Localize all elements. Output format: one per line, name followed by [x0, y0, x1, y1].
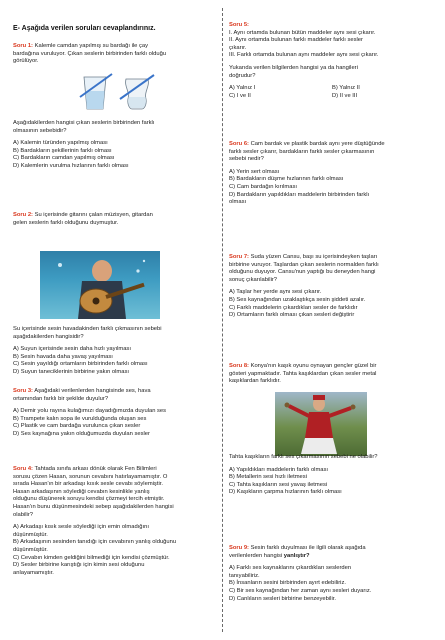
- question-9: [229, 545, 435, 603]
- question-2-ask-2: aşağıdakilerden hangisidir?: [13, 333, 84, 340]
- question-1-label: Soru 1:: [13, 43, 33, 49]
- question-6: [229, 141, 435, 207]
- q6-option-c[interactable]: C) Cam bardağın kırılması: [229, 183, 297, 190]
- question-8: [229, 363, 435, 386]
- question-7-text-4: sonuç çıkarılabilir?: [229, 276, 278, 283]
- question-8-text-3: kaşıklardan farklıdır.: [229, 378, 281, 385]
- spoon-dance-photo: [275, 392, 367, 456]
- q4-option-d-cont: anlayamamıştır.: [13, 569, 54, 576]
- q5-option-c[interactable]: C) I ve II: [229, 92, 251, 99]
- question-6-text-3: sebebi nedir?: [229, 156, 264, 163]
- question-1-ask-2: olmasının sebebidir?: [13, 127, 67, 134]
- q8-option-a[interactable]: A) Yapıldıkları maddelerin farklı olması: [229, 466, 329, 473]
- q1-option-d[interactable]: D) Kalemlerin vurulma hızlarının farklı olması: [13, 162, 129, 169]
- question-6-text-2: farklı sesler çıkarır, bardakların farklı sesler çıkarmasının: [229, 148, 375, 155]
- question-5-statement-3: III. Farklı ortamda bulunan aynı maddeler aynı sesi çıkarır.: [229, 52, 379, 59]
- q1-option-c[interactable]: C) Bardakların camdan yapılmış olması: [13, 155, 115, 162]
- question-2-ask-1: Su içerisinde sesin havadakinden farklı çıkmasının sebebi: [13, 326, 162, 332]
- question-2-label: Soru 2:: [13, 212, 33, 218]
- question-9-text-2: verilenlerden hangisi: [229, 552, 284, 559]
- q5-option-b[interactable]: B) Yalnız II: [332, 85, 360, 92]
- question-9-text: Sesin farklı duyulması ile ilgili olarak aşağıda: [248, 545, 366, 551]
- q5-option-a[interactable]: A) Yalnız I: [229, 85, 256, 92]
- q7-option-c[interactable]: C) Farklı maddelerin çıkardıkları sesler de farklıdır: [229, 304, 358, 311]
- q3-option-a[interactable]: A) Demir yolu rayına kulağımızı dayadığımızda duyulan ses: [13, 408, 167, 415]
- q1-option-b[interactable]: B) Bardakların şekillerinin farklı olması: [13, 147, 112, 154]
- question-3: [13, 388, 216, 439]
- q4-option-d[interactable]: D) Sesler birbirine karıştığı için kimin sesi olduğunu: [13, 562, 145, 569]
- question-4-text-2: sorusu çözen Hasan, sorunun cevabını hatırlayamamıştır. O: [13, 473, 168, 480]
- question-5-ask-2: doğrudur?: [229, 72, 256, 79]
- question-3-label: Soru 3:: [13, 388, 33, 394]
- question-6-text: Cam bardak ve plastik bardak aynı yere düştüğünde: [248, 141, 385, 147]
- q2-option-a[interactable]: A) Suyun içerisinde sesin daha hızlı yayılması: [13, 346, 131, 353]
- question-6-label: Soru 6:: [229, 141, 249, 147]
- question-2-text: Su içerisinde gitarını çalan müzisyen, gitardan: [32, 212, 153, 218]
- q8-option-c[interactable]: C) Tahta kaşıkların sesi yavaş iletmesi: [229, 481, 328, 488]
- q4-option-c[interactable]: C) Cevabın kimden geldiğini bilmediği için kendisi çözmüştür.: [13, 554, 170, 561]
- question-5: [229, 22, 435, 100]
- question-8-text: Konya'nın kaşık oyunu oynayan gençler güzel bir: [248, 363, 377, 369]
- question-1-ask: [13, 120, 216, 171]
- q6-option-d-cont: olması: [229, 199, 247, 206]
- question-9-emphasis: yanlıştır?: [283, 552, 310, 559]
- tea-glass-icon: [126, 79, 149, 109]
- q6-option-d[interactable]: D) Bardakların yapıldıkları maddelerin birbirinden farklı: [229, 191, 370, 198]
- question-7-text-3: olduğunu duyuyor. Cansu'nun yaptığı bu deneyden hangi: [229, 269, 376, 276]
- question-5-statement-2-cont: çıkarır.: [229, 44, 247, 51]
- q3-option-d[interactable]: D) Ses kaynağına yakın olduğumuzda duyulan sesler: [13, 430, 150, 437]
- q7-option-b[interactable]: B) Ses kaynağından uzaklaştıkça sesin şiddeti azalır.: [229, 296, 366, 303]
- question-7-text: Suda yüzen Cansu, başı su içerisindeyken taşları: [248, 254, 378, 260]
- q3-option-b[interactable]: B) Trampete kalın sopa ile vurulduğunda oluşan ses: [13, 415, 147, 422]
- section-header: E- Aşağıda verilen soruları cevaplandırınız.: [13, 25, 156, 32]
- question-3-text-2: ortamından farklı bir şekilde duyulur?: [13, 395, 109, 402]
- q2-option-b[interactable]: B) Sesin havada daha yavaş yayılması: [13, 353, 113, 360]
- question-4-label: Soru 4:: [13, 466, 33, 472]
- question-7: [229, 254, 435, 320]
- question-4-text: Tahtada sınıfa arkası dönük olarak Fen Bilimleri: [32, 466, 157, 472]
- q5-option-d[interactable]: D) II ve III: [332, 92, 358, 99]
- question-7-label: Soru 7:: [229, 254, 249, 260]
- question-4-text-5: olduğunu düşünerek soruyu kendisi çözmeyi tercih etmiştir.: [13, 496, 165, 503]
- underwater-guitar-photo: [40, 251, 160, 319]
- q9-option-b[interactable]: B) İnsanların sesini birbirinden ayırt edebiliriz.: [229, 580, 346, 587]
- q4-option-a[interactable]: A) Arkadaşı kısık sesle söylediği için emin olmadığını: [13, 524, 149, 531]
- column-divider: [222, 8, 223, 632]
- question-4-text-6: Hasan'ın bunu düşünmesindeki sebep aşağıdakilerden hangisi: [13, 503, 174, 510]
- question-8-ask: [229, 454, 435, 497]
- question-1-ask-1: Aşağıdakilerden hangisi çıkan seslerin birbirinden farklı: [13, 120, 155, 126]
- question-5-ask-1: Yukarıda verilen bilgilerden hangisi ya da hangileri: [229, 64, 358, 71]
- question-1: [13, 43, 216, 66]
- glasses-illustration: [76, 71, 156, 113]
- q9-option-d[interactable]: D) Canlıların sesleri birbirine benzeyebilir.: [229, 595, 336, 602]
- q8-option-b[interactable]: B) Metallerin sesi hızlı iletmesi: [229, 474, 307, 481]
- question-5-statement-2: II. Aynı ortamda bulunan farklı maddeler farklı sesler: [229, 37, 363, 44]
- q9-option-a-cont: tanıyabiliriz.: [229, 572, 260, 579]
- question-7-text-2: birbirine vuruyor. Taşlardan çıkan seslerin normalden farklı: [229, 261, 379, 268]
- question-4-text-3: sırada Hasan'ın bir arkadaşı kısık sesle cevabı söylemiştir.: [13, 481, 163, 488]
- q4-option-a-cont: düşünmüştür.: [13, 531, 48, 538]
- q6-option-a[interactable]: A) Yerin sert olması: [229, 168, 280, 175]
- question-2-ask: [13, 326, 216, 377]
- question-8-ask-1: Tahta kaşıkların farklı ses çıkarmasının sebebi ne olabilir?: [229, 454, 378, 460]
- q2-option-c[interactable]: C) Sesin yayıldığı ortamların birbirinden farklı olması: [13, 361, 148, 368]
- q1-option-a[interactable]: A) Kalemin türünden yapılmış olması: [13, 140, 108, 147]
- q2-option-d[interactable]: D) Suyun taneciklerinin birbirine yakın olması: [13, 368, 129, 375]
- q3-option-c[interactable]: C) Plastik ve cam bardağa vurulunca çıkan sesler: [13, 423, 141, 430]
- q4-option-b-cont: düşünmüştür.: [13, 546, 48, 553]
- q6-option-b[interactable]: B) Bardakların düşme hızlarının farklı olması: [229, 176, 344, 183]
- q4-option-b[interactable]: B) Arkadaşının sesinden tanıdığı için cevabının yanlış olduğunu: [13, 539, 177, 546]
- q7-option-a[interactable]: A) Taşlar her yerde aynı sesi çıkarır.: [229, 289, 322, 296]
- question-4-text-4: Hasan arkadaşının söylediği cevabın kesinlikle yanlış: [13, 488, 150, 495]
- q9-option-c[interactable]: C) Bir ses kaynağından her zaman aynı sesleri duyarız.: [229, 587, 372, 594]
- q9-option-a[interactable]: A) Farklı ses kaynaklarını çıkardıkları seslerden: [229, 565, 352, 572]
- question-1-text: Kalemle camdan yapılmış su bardağı ile çay: [32, 43, 149, 49]
- question-8-text-2: gösteri yapmaktadır. Tahta kaşıklardan çıkan sesler metal: [229, 370, 377, 377]
- question-4-text-7: olabilir?: [13, 511, 33, 518]
- q8-option-d[interactable]: D) Kaşıkların çarpma hızlarının farklı olması: [229, 489, 342, 496]
- question-5-statement-1: I. Aynı ortamda bulunan bütün maddeler aynı sesi çıkarır.: [229, 29, 376, 36]
- question-8-label: Soru 8:: [229, 363, 249, 369]
- question-2: [13, 212, 216, 227]
- question-1-text-2: bardağına vuruluyor. Çıkan seslerin birbirinden farklı olduğu: [13, 50, 167, 57]
- question-5-label: Soru 5:: [229, 22, 249, 28]
- question-4: [13, 466, 216, 577]
- question-3-text: Aşağıdaki verilenlerden hangisinde ses, hava: [32, 388, 151, 394]
- q7-option-d[interactable]: D) Ortamların farklı olması çıkan sesleri değiştirir: [229, 312, 355, 319]
- question-9-label: Soru 9:: [229, 545, 249, 551]
- question-1-text-3: görülüyor.: [13, 58, 39, 65]
- question-2-text-2: gelen seslerin farklı olduğunu duymuştur.: [13, 219, 119, 226]
